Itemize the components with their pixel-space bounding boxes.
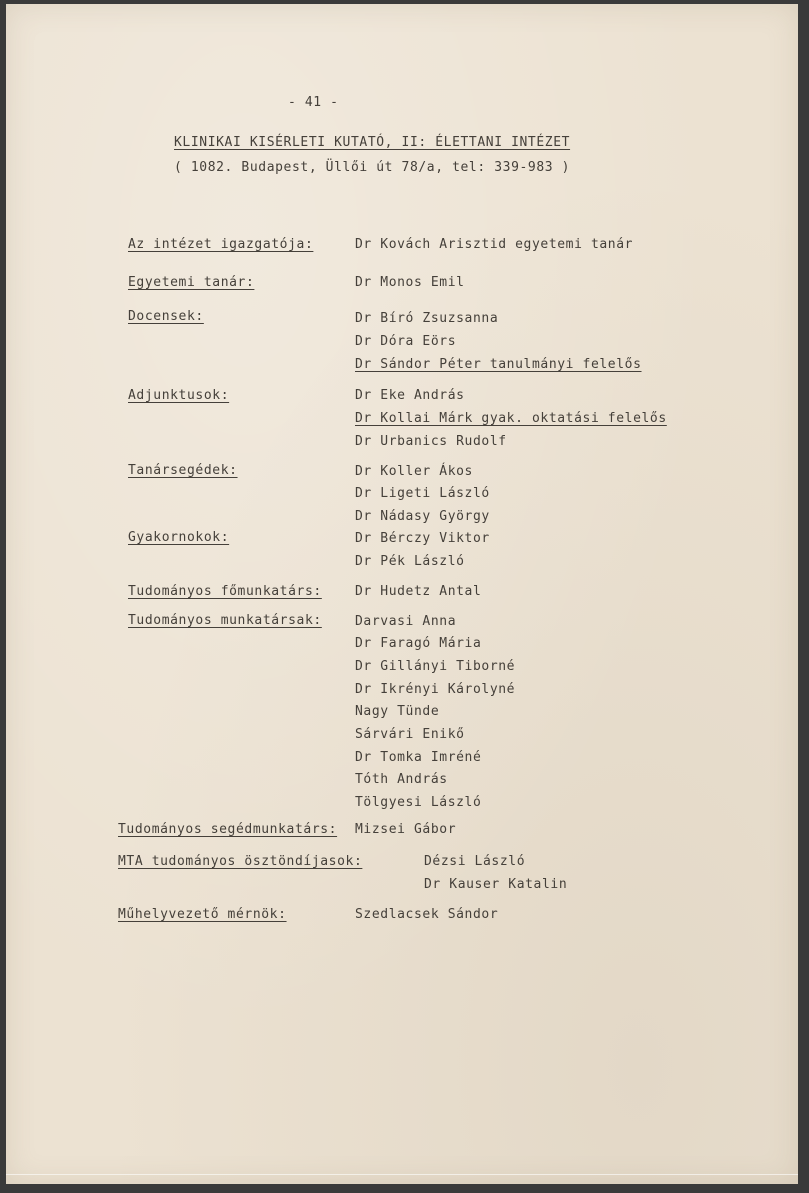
- researcher-name: Tölgyesi László: [355, 795, 482, 810]
- researcher-name: Sárvári Enikő: [355, 727, 465, 742]
- researcher-name: Darvasi Anna: [355, 614, 457, 629]
- mta-fellow-name: Dr Kauser Katalin: [424, 877, 568, 892]
- document-page: [6, 4, 798, 1184]
- senior-researcher-label: Tudományos főmunkatárs:: [128, 584, 322, 599]
- page-number: - 41 -: [288, 95, 339, 110]
- workshop-engineer-label: Műhelyvezető mérnök:: [118, 907, 287, 922]
- docent-name: Dr Dóra Eörs: [355, 334, 457, 349]
- workshop-engineer-name: Szedlacsek Sándor: [355, 907, 499, 922]
- institute-title: KLINIKAI KISÉRLETI KUTATÓ, II: ÉLETTANI INTÉZET: [174, 135, 571, 150]
- mta-fellow-name: Dézsi László: [424, 854, 526, 869]
- assistant-name: Dr Koller Ákos: [355, 464, 473, 479]
- researcher-name: Tóth András: [355, 772, 448, 787]
- trainees-label: Gyakornokok:: [128, 530, 230, 545]
- mta-fellows-label: MTA tudományos ösztöndíjasok:: [118, 854, 363, 869]
- docent-name: Dr Bíró Zsuzsanna: [355, 311, 499, 326]
- adjunct-name: Dr Eke András: [355, 388, 465, 403]
- trainee-name: Dr Bérczy Viktor: [355, 531, 490, 546]
- professor-name: Dr Monos Emil: [355, 275, 465, 290]
- adjuncts-label: Adjunktusok:: [128, 388, 230, 403]
- assistant-name: Dr Nádasy György: [355, 509, 490, 524]
- adjunct-name: Dr Kollai Márk gyak. oktatási felelős: [355, 411, 667, 426]
- docents-label: Docensek:: [128, 309, 204, 324]
- professor-label: Egyetemi tanár:: [128, 275, 255, 290]
- researchers-label: Tudományos munkatársak:: [128, 613, 322, 628]
- assistants-label: Tanársegédek:: [128, 463, 238, 478]
- adjunct-name: Dr Urbanics Rudolf: [355, 434, 507, 449]
- director-name: Dr Kovách Arisztid egyetemi tanár: [355, 237, 634, 252]
- docent-name: Dr Sándor Péter tanulmányi felelős: [355, 357, 642, 372]
- institute-address: ( 1082. Budapest, Üllői út 78/a, tel: 339-983 ): [174, 160, 571, 175]
- scan-artifact-line: [6, 1174, 798, 1175]
- researcher-name: Dr Tomka Imréné: [355, 750, 482, 765]
- research-assistant-name: Mizsei Gábor: [355, 822, 457, 837]
- researcher-name: Dr Ikrényi Károlyné: [355, 682, 516, 697]
- researcher-name: Dr Gillányi Tiborné: [355, 659, 516, 674]
- research-assistant-label: Tudományos segédmunkatárs:: [118, 822, 338, 837]
- researcher-name: Dr Faragó Mária: [355, 636, 482, 651]
- researcher-name: Nagy Tünde: [355, 704, 440, 719]
- trainee-name: Dr Pék László: [355, 554, 465, 569]
- director-label: Az intézet igazgatója:: [128, 237, 314, 252]
- assistant-name: Dr Ligeti László: [355, 486, 490, 501]
- senior-researcher-name: Dr Hudetz Antal: [355, 584, 482, 599]
